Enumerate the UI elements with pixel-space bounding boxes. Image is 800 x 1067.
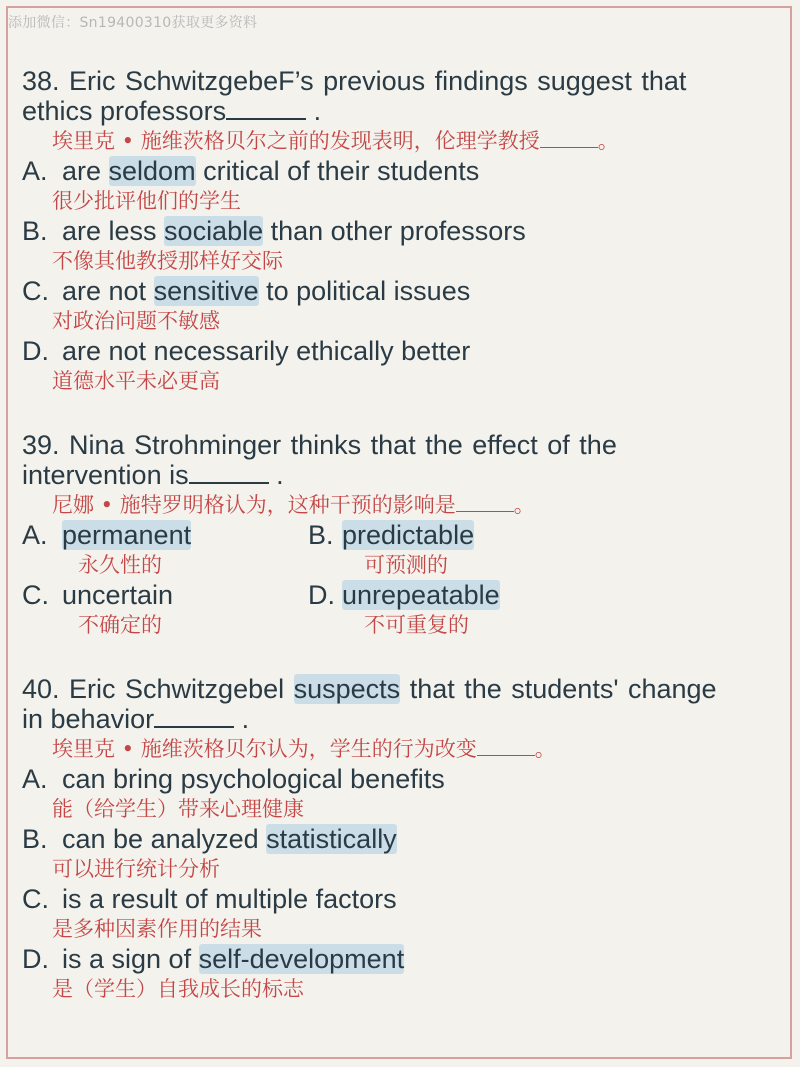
option-letter: B.: [22, 216, 48, 246]
q40-option-a-cn: 能（给学生）带来心理健康: [52, 797, 304, 821]
option-highlight: sociable: [164, 216, 264, 246]
option-letter: B.: [308, 520, 334, 550]
option-letter: A.: [22, 764, 48, 794]
option-letter: C.: [22, 884, 49, 914]
q40-option-d: [22, 944, 780, 974]
q40-stem-line2: [22, 704, 780, 734]
q39-options-grid: [22, 520, 780, 640]
option-text: permanent: [62, 520, 192, 550]
option-highlight: self-development: [198, 944, 405, 974]
q39-option-c-cn: 不确定的: [78, 613, 162, 637]
q38-stem-line2: [22, 96, 780, 126]
q39-option-b: [308, 520, 608, 550]
q40-stem-end: .: [234, 704, 250, 734]
q39-option-d: [308, 580, 608, 610]
q38-option-b: [22, 216, 780, 246]
q38-cn-stem: [22, 126, 780, 156]
q40-stem-text: in behavior: [22, 704, 155, 734]
option-letter: D.: [308, 580, 335, 610]
q39-option-b-cn: 可预测的: [364, 553, 448, 577]
q40-cn-end: 。: [534, 737, 556, 761]
option-text: are not: [62, 276, 154, 306]
option-letter: D.: [22, 944, 49, 974]
option-text: uncertain: [62, 580, 174, 610]
q38-stem-text: ethics professors: [22, 96, 227, 126]
option-highlight: seldom: [108, 156, 196, 186]
q40-option-d-cn: 是（学生）自我成长的标志: [52, 977, 304, 1001]
option-text-post: to political issues: [258, 276, 471, 306]
q38-option-d-cn: 道德水平未必更高: [52, 369, 220, 393]
q40-cn-stem-text: 埃里克 • 施维茨格贝尔认为，学生的行为改变: [52, 737, 477, 761]
option-text: can bring psychological benefits: [62, 764, 445, 794]
q38-option-d: [22, 336, 780, 366]
option-text: are less: [62, 216, 165, 246]
q38-option-a: [22, 156, 780, 186]
q38-stem-end: .: [306, 96, 322, 126]
option-text-post: than other professors: [263, 216, 526, 246]
option-text: is a result of multiple factors: [62, 884, 397, 914]
option-text: predictable: [342, 520, 475, 550]
q39-blank: [189, 462, 269, 484]
q39-stem-text: intervention is: [22, 460, 189, 490]
q40-stem-text-2: that the students' change: [400, 674, 717, 704]
q38-blank: [226, 98, 306, 120]
q39-stem-end: .: [268, 460, 284, 490]
q40-option-b: [22, 824, 780, 854]
q38-option-c-cn: 对政治问题不敏感: [52, 309, 220, 333]
q40-stem-text-1: 40. Eric Schwitzgebel: [22, 674, 294, 704]
q39-cn-blank: [456, 493, 514, 512]
q38-cn-stem-text: 埃里克 • 施维茨格贝尔之前的发现表明，伦理学教授: [52, 129, 540, 153]
question-38: [22, 66, 780, 396]
q39-cn-stem: [22, 490, 780, 520]
option-letter: A.: [22, 520, 48, 550]
option-text: are: [62, 156, 109, 186]
q40-option-c-cn: 是多种因素作用的结果: [52, 917, 262, 941]
question-40: [22, 674, 780, 1004]
q40-stem-line1: [22, 674, 780, 704]
watermark: 添加微信：Sn19400310获取更多资料: [8, 15, 258, 31]
q39-stem-line2: [22, 460, 780, 490]
exam-content: [22, 66, 780, 1018]
q39-cn-end: 。: [513, 493, 535, 517]
q40-cn-stem: [22, 734, 780, 764]
q39-option-a: [22, 520, 308, 550]
q38-cn-blank: [540, 129, 598, 148]
q39-option-c: [22, 580, 308, 610]
q38-option-b-cn: 不像其他教授那样好交际: [52, 249, 283, 273]
q38-option-a-cn: 很少批评他们的学生: [52, 189, 241, 213]
option-letter: B.: [22, 824, 48, 854]
q40-cn-blank: [477, 737, 535, 756]
q39-option-d-cn: 不可重复的: [364, 613, 469, 637]
option-letter: C.: [22, 276, 49, 306]
q39-stem-line1: 39. Nina Strohminger thinks that the effect of the: [22, 430, 617, 460]
option-letter: D.: [22, 336, 49, 366]
option-text: are not necessarily ethically better: [62, 336, 471, 366]
q38-option-c: [22, 276, 780, 306]
option-text: unrepeatable: [342, 580, 500, 610]
option-letter: C.: [22, 580, 49, 610]
option-highlight: statistically: [266, 824, 397, 854]
q38-stem-line1: 38. Eric SchwitzgebeF’s previous findings suggest that: [22, 66, 687, 96]
q40-option-c: [22, 884, 780, 914]
q39-cn-stem-text: 尼娜 • 施特罗明格认为，这种干预的影响是: [52, 493, 456, 517]
q38-cn-end: 。: [597, 129, 619, 153]
question-39: [22, 430, 780, 640]
option-highlight: sensitive: [153, 276, 259, 306]
q40-stem-highlight: suspects: [293, 674, 401, 704]
q39-option-a-cn: 永久性的: [78, 553, 162, 577]
option-text: can be analyzed: [62, 824, 267, 854]
q40-blank: [154, 706, 234, 728]
option-text: is a sign of: [62, 944, 199, 974]
option-text-post: critical of their students: [195, 156, 480, 186]
q40-option-a: [22, 764, 780, 794]
q40-option-b-cn: 可以进行统计分析: [52, 857, 220, 881]
option-letter: A.: [22, 156, 48, 186]
